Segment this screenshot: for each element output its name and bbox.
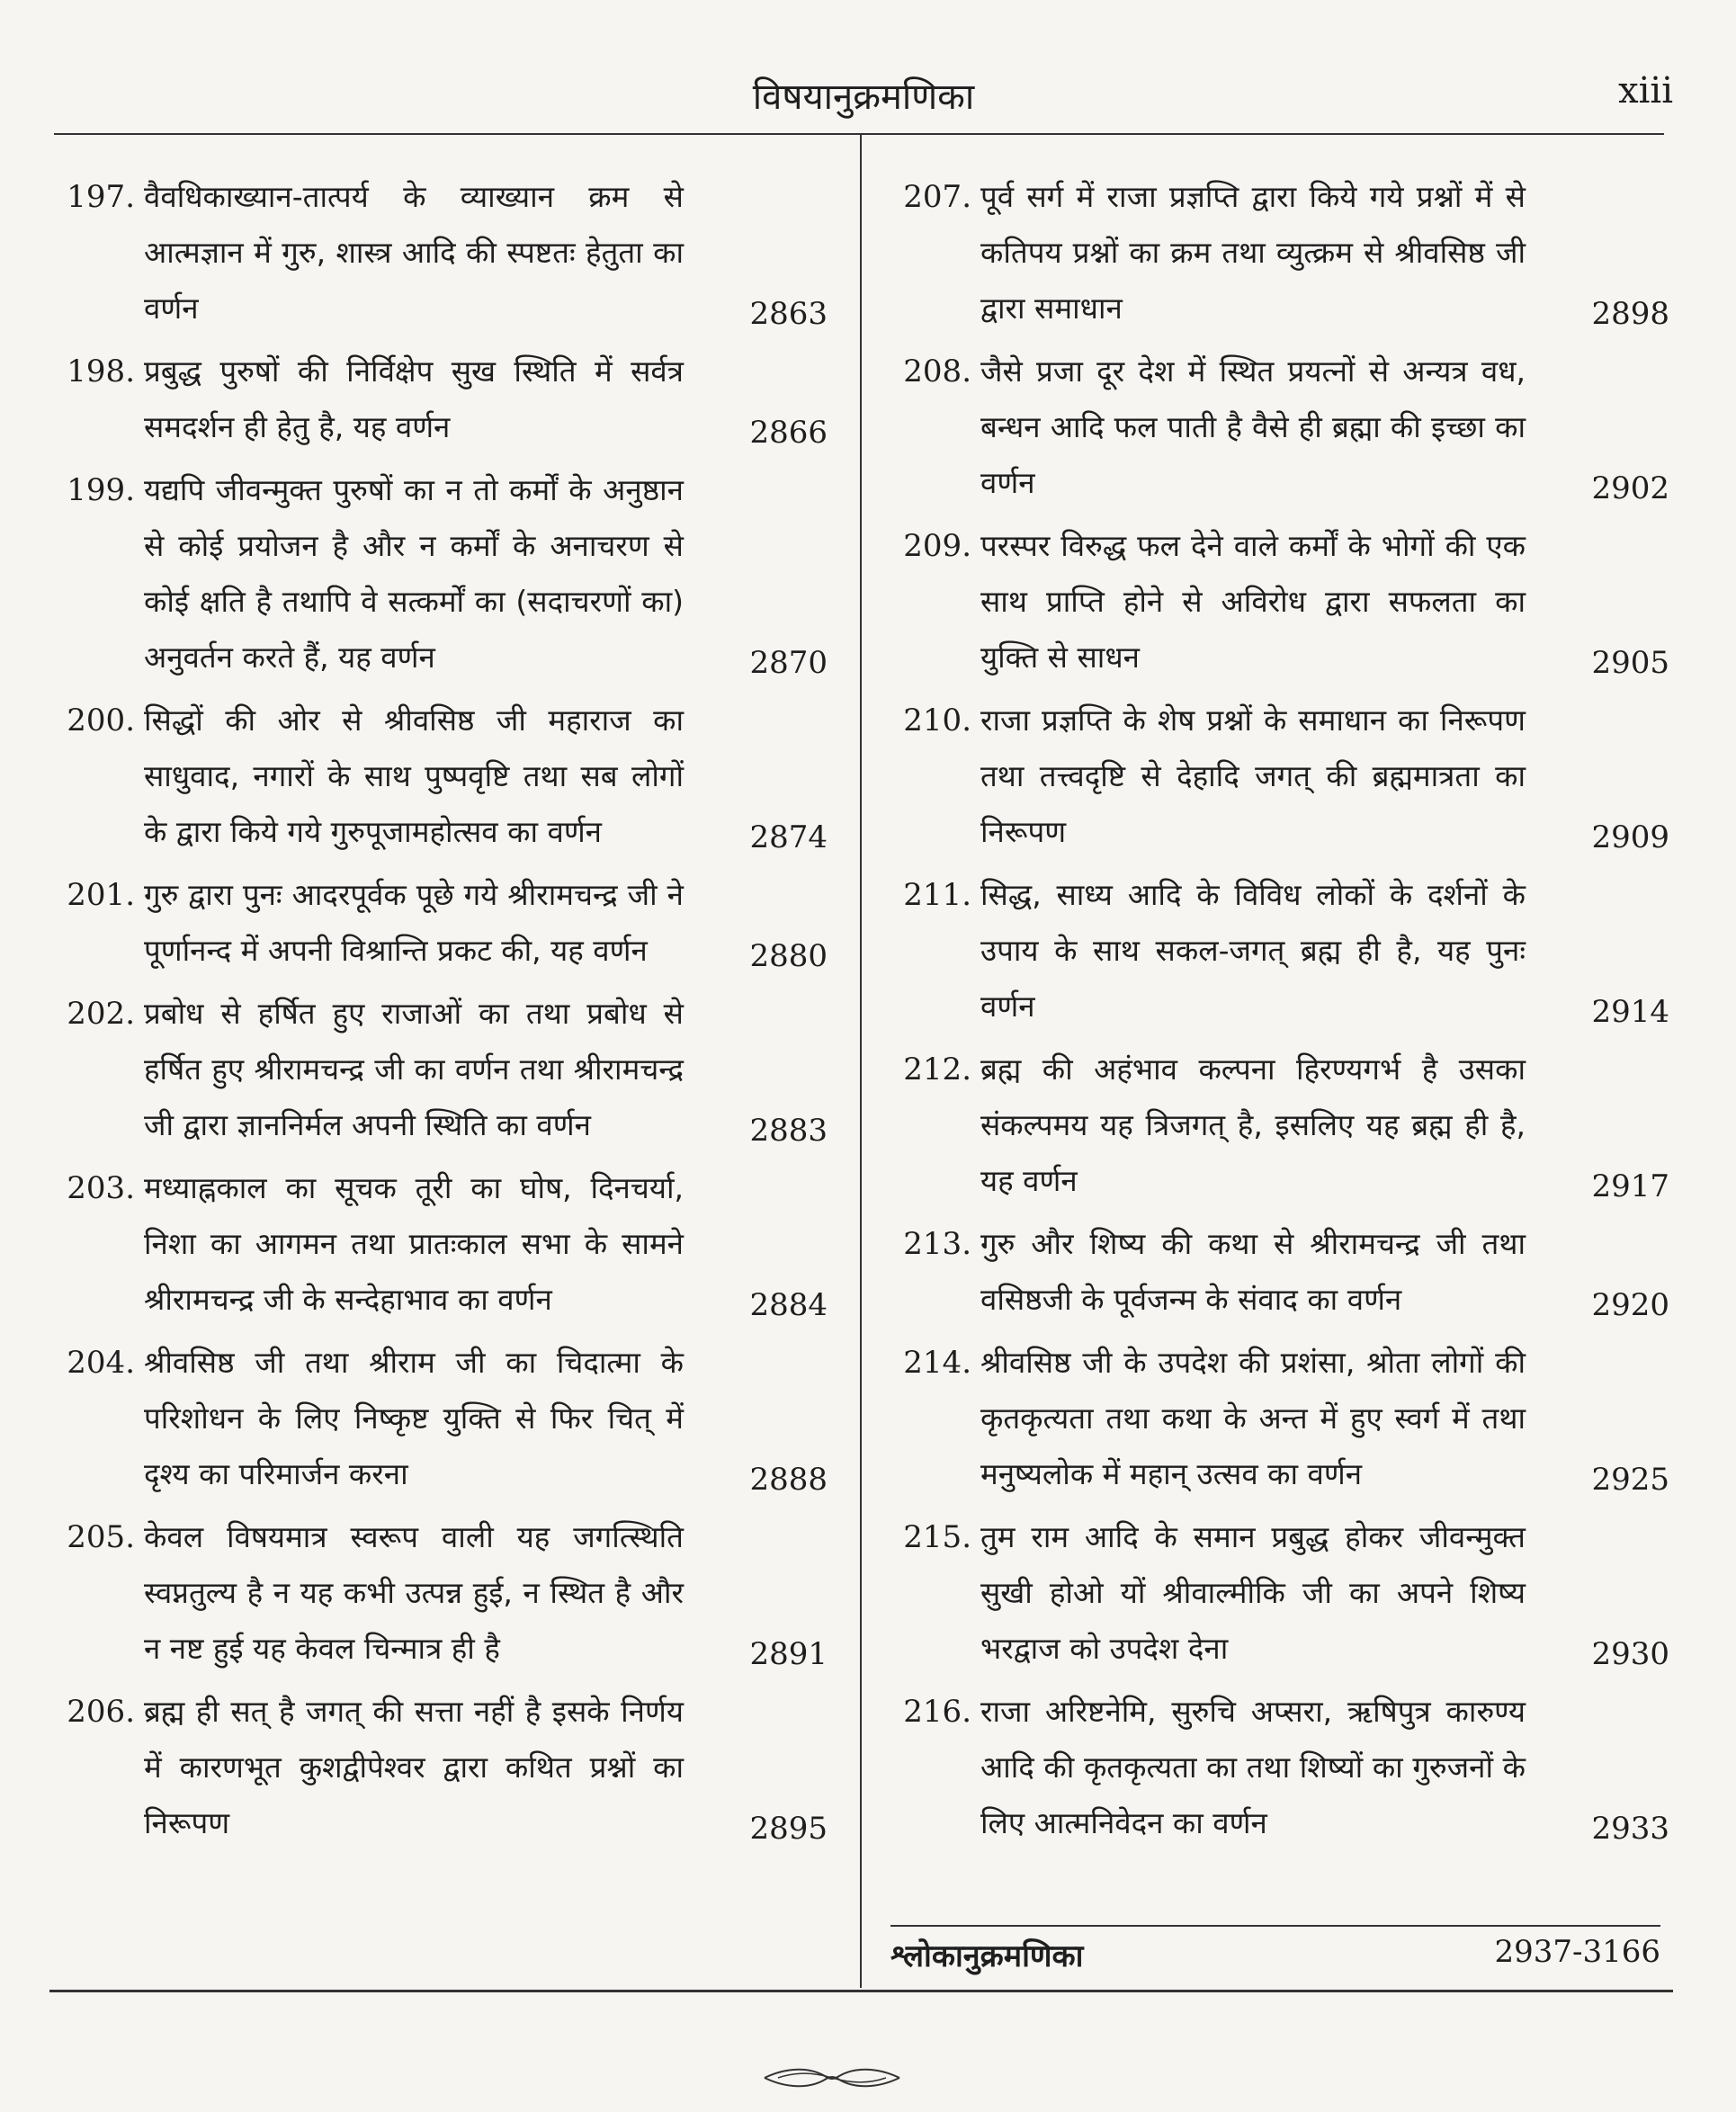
entry-number: 208. <box>903 353 971 389</box>
entry-page: 2891 <box>749 1636 828 1672</box>
entry-title: मध्याह्नकाल का सूचक तूरी का घोष, दिनचर्या, निशा का आगमन तथा प्रातःकाल सभा के सामने श्रीरामचन्द्र जी के सन्देहाभाव का वर्णन <box>144 1170 684 1317</box>
entry-title: परस्पर विरुद्ध फल देने वाले कर्मों के भोगों की एक साथ प्राप्ति होने से अविरोध द्वारा सफलता का युक्ति से साधन <box>980 528 1526 675</box>
entry-number: 207. <box>903 179 971 215</box>
toc-entry <box>54 1509 828 1677</box>
entry-number: 204. <box>67 1345 135 1381</box>
entry-number: 202. <box>67 996 135 1032</box>
shloka-index-label: श्लोकानुक्रमणिका <box>890 1938 1084 1974</box>
entry-title: गुरु द्वारा पुनः आदरपूर्वक पूछे गये श्रीरामचन्द्र जी ने पूर्णानन्द में अपनी विश्रान्ति प्रकट की, यह वर्णन <box>144 877 684 968</box>
entry-page: 2895 <box>749 1811 828 1847</box>
page-title: विषयानुक्रमणिका <box>752 76 975 118</box>
toc-entry <box>54 1684 828 1851</box>
entry-title: प्रबोध से हर्षित हुए राजाओं का तथा प्रबोध से हर्षित हुए श्रीरामचन्द्र जी का वर्णन तथा श्रीरामचन्द्र जी द्वारा ज्ञाननिर्मल अपनी स्थिति का वर्णन <box>144 996 684 1142</box>
entry-page: 2883 <box>749 1113 828 1149</box>
page-header <box>54 63 1673 126</box>
toc-entry <box>890 1509 1669 1677</box>
entry-page: 2920 <box>1591 1287 1669 1323</box>
entry-title: जैसे प्रजा दूर देश में स्थित प्रयत्नों से अन्यत्र वध, बन्धन आदि फल पाती है वैसे ही ब्रह्मा की इच्छा का वर्णन <box>980 353 1526 500</box>
entry-title: ब्रह्म ही सत् है जगत् की सत्ता नहीं है इसके निर्णय में कारणभूत कुशद्वीपेश्वर द्वारा कथित प्रश्नों का निरूपण <box>144 1694 684 1840</box>
flourish-ornament-icon <box>760 2060 904 2096</box>
entry-number: 198. <box>67 353 135 389</box>
entry-page: 2898 <box>1591 296 1669 332</box>
entry-number: 215. <box>903 1519 971 1555</box>
toc-entry <box>54 693 828 860</box>
entry-number: 201. <box>67 877 135 913</box>
entry-title: राजा प्रज्ञप्ति के शेष प्रश्नों के समाधान का निरूपण तथा तत्त्वदृष्टि से देहादि जगत् की ब्रह्ममात्रता का निरूपण <box>980 703 1526 849</box>
entry-page: 2874 <box>749 819 828 855</box>
entry-title: श्रीवसिष्ठ जी तथा श्रीराम जी का चिदात्मा के परिशोधन के लिए निष्कृष्ट युक्ति से फिर चित् में दृश्य का परिमार्जन करना <box>144 1345 684 1491</box>
entry-title: पूर्व सर्ग में राजा प्रज्ञप्ति द्वारा किये गये प्रश्नों में से कतिपय प्रश्नों का क्रम तथा व्युत्क्रम से श्रीवसिष्ठ जी द्वारा समाधान <box>980 179 1526 326</box>
toc-entry <box>54 867 828 979</box>
entry-page: 2863 <box>749 296 828 332</box>
entry-number: 200. <box>67 703 135 738</box>
toc-entry <box>54 986 828 1153</box>
entry-number: 213. <box>903 1226 971 1262</box>
toc-entry <box>54 1160 828 1328</box>
toc-entry <box>890 1042 1669 1209</box>
toc-entry <box>890 1684 1669 1851</box>
entry-page: 2909 <box>1591 819 1669 855</box>
entry-number: 206. <box>67 1694 135 1730</box>
toc-entry <box>890 169 1669 336</box>
entry-page: 2914 <box>1591 994 1669 1030</box>
entry-page: 2880 <box>749 938 828 974</box>
entry-page: 2870 <box>749 645 828 681</box>
toc-entry <box>890 344 1669 511</box>
toc-entry <box>54 462 828 685</box>
entry-number: 214. <box>903 1345 971 1381</box>
toc-entry <box>54 169 828 336</box>
toc-column-left <box>54 169 828 1858</box>
entry-number: 211. <box>903 877 971 913</box>
entry-number: 199. <box>67 472 135 508</box>
entry-page: 2925 <box>1591 1462 1669 1498</box>
entry-number: 197. <box>67 179 135 215</box>
toc-entry <box>890 867 1669 1034</box>
entry-number: 216. <box>903 1694 971 1730</box>
entry-title: गुरु और शिष्य की कथा से श्रीरामचन्द्र जी तथा वसिष्ठजी के पूर्वजन्म के संवाद का वर्णन <box>980 1226 1526 1317</box>
entry-number: 205. <box>67 1519 135 1555</box>
shloka-index-row <box>890 1925 1660 1981</box>
toc-column-right <box>890 169 1669 1858</box>
entry-page: 2866 <box>749 415 828 451</box>
entry-page: 2888 <box>749 1462 828 1498</box>
page-number: xiii <box>1618 70 1673 112</box>
entry-title: ब्रह्म की अहंभाव कल्पना हिरण्यगर्भ है उसका संकल्पमय यह त्रिजगत् है, इसलिए यह ब्रह्म ही है, यह वर्णन <box>980 1052 1526 1198</box>
entry-title: यद्यपि जीवन्मुक्त पुरुषों का न तो कर्मों के अनुष्ठान से कोई प्रयोजन है और न कर्मों के अनाचरण से कोई क्षति है तथापि वे सत्कर्मों का (सदाचरणों का) अनुवर्तन करते हैं, यह वर्णन <box>144 472 684 675</box>
toc-entry <box>890 518 1669 685</box>
entry-title: प्रबुद्ध पुरुषों की निर्विक्षेप सुख स्थिति में सर्वत्र समदर्शन ही हेतु है, यह वर्णन <box>144 353 684 444</box>
footer-rule <box>49 1990 1673 1992</box>
entry-number: 209. <box>903 528 971 564</box>
entry-page: 2917 <box>1591 1168 1669 1204</box>
entry-title: राजा अरिष्टनेमि, सुरुचि अप्सरा, ऋषिपुत्र कारुण्य आदि की कृतकृत्यता का तथा शिष्यों का गुरुजनों के लिए आत्मनिवेदन का वर्णन <box>980 1694 1526 1840</box>
column-divider <box>860 135 862 1988</box>
entry-title: सिद्ध, साध्य आदि के विविध लोकों के दर्शनों के उपाय के साथ सकल-जगत् ब्रह्म ही है, यह पुनः वर्णन <box>980 877 1526 1024</box>
entry-title: केवल विषयमात्र स्वरूप वाली यह जगत्स्थिति स्वप्नतुल्य है न यह कभी उत्पन्न हुई, न स्थित है और न नष्ट हुई यह केवल चिन्मात्र ही है <box>144 1519 684 1666</box>
entry-title: वैवधिकाख्यान-तात्पर्य के व्याख्यान क्रम से आत्मज्ञान में गुरु, शास्त्र आदि की स्पष्टतः हेतुता का वर्णन <box>144 179 684 326</box>
entry-title: श्रीवसिष्ठ जी के उपदेश की प्रशंसा, श्रोता लोगों की कृतकृत्यता तथा कथा के अन्त में हुए स्वर्ग में तथा मनुष्यलोक में महान् उत्सव का वर्णन <box>980 1345 1526 1491</box>
entry-page: 2930 <box>1591 1636 1669 1672</box>
entry-title: तुम राम आदि के समान प्रबुद्ध होकर जीवन्मुक्त सुखी होओ यों श्रीवाल्मीकि जी का अपने शिष्य भरद्वाज को उपदेश देना <box>980 1519 1526 1666</box>
entry-page: 2905 <box>1591 645 1669 681</box>
shloka-index-pages: 2937-3166 <box>1494 1934 1660 1970</box>
toc-entry <box>890 1216 1669 1328</box>
entry-number: 210. <box>903 703 971 738</box>
header-rule <box>54 133 1664 135</box>
entry-number: 203. <box>67 1170 135 1206</box>
entry-title: सिद्धों की ओर से श्रीवसिष्ठ जी महाराज का साधुवाद, नगारों के साथ पुष्पवृष्टि तथा सब लोगों के द्वारा किये गये गुरुपूजामहोत्सव का वर्णन <box>144 703 684 849</box>
toc-entry <box>890 693 1669 860</box>
entry-page: 2933 <box>1591 1811 1669 1847</box>
entry-number: 212. <box>903 1052 971 1087</box>
entry-page: 2884 <box>749 1287 828 1323</box>
toc-entry <box>54 344 828 455</box>
toc-entry <box>890 1335 1669 1502</box>
entry-page: 2902 <box>1591 470 1669 506</box>
toc-entry <box>54 1335 828 1502</box>
